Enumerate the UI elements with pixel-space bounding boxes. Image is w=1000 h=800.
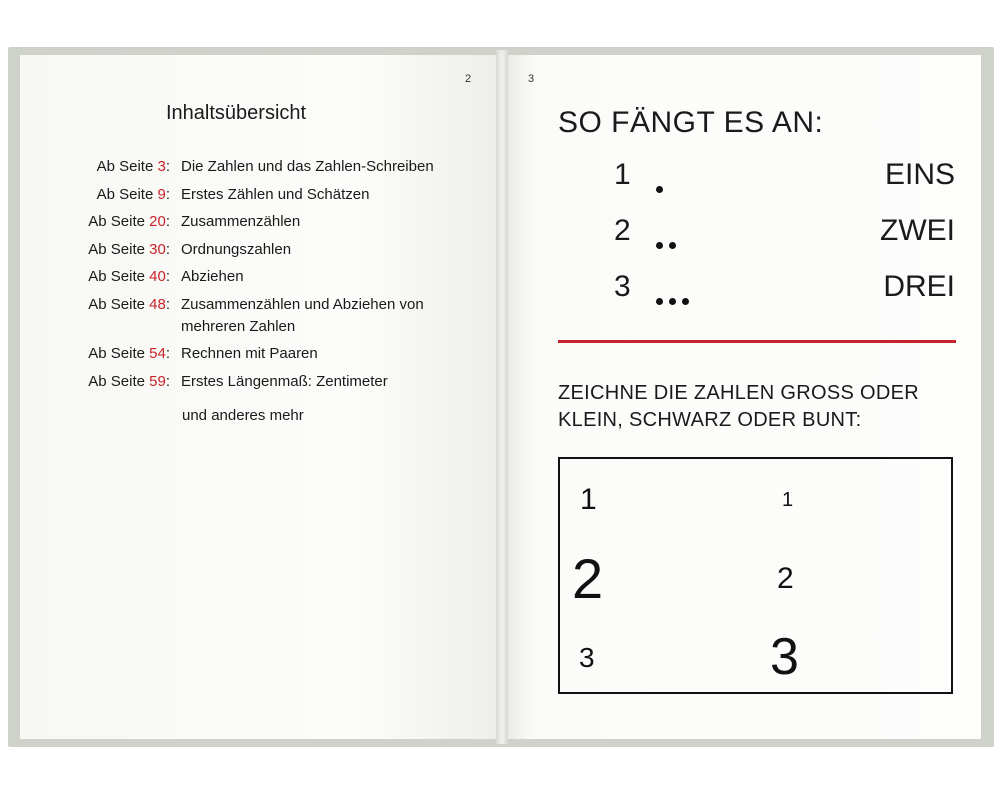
instruction-line: KLEIN, SCHWARZ ODER BUNT:	[558, 409, 862, 431]
toc-entry-colon: :	[165, 372, 170, 390]
toc-entry-prefix: Ab Seite	[88, 268, 150, 285]
toc-entry-colon: :	[165, 295, 170, 313]
toc-entry-label	[40, 294, 170, 338]
toc-entry-colon: :	[165, 158, 170, 175]
toc-entry-prefix: Ab Seite	[96, 158, 158, 175]
count-dot	[656, 298, 663, 305]
toc-entry	[40, 184, 490, 206]
toc-entry-page: 20	[149, 213, 166, 230]
toc-entry-text: Die Zahlen und das Zahlen-Schreiben	[181, 158, 434, 175]
toc-more-text: und anderes mehr	[182, 407, 304, 424]
count-word: DREI	[883, 270, 955, 303]
toc-entry-text: Zusammenzählen	[181, 213, 301, 230]
count-dot	[656, 186, 663, 193]
drawing-instruction	[558, 380, 958, 434]
toc-entry	[40, 239, 490, 261]
toc-entry-label	[40, 211, 170, 233]
page-number-left: 2	[465, 73, 472, 85]
toc-entry-colon: :	[165, 240, 170, 258]
drawing-box	[558, 457, 953, 694]
toc-entry-colon: :	[165, 185, 170, 203]
toc-entry	[40, 294, 490, 338]
toc-entry-page: 30	[149, 240, 166, 258]
toc-entry-prefix: Ab Seite	[88, 213, 150, 230]
count-row-two	[614, 214, 959, 254]
count-word: EINS	[884, 158, 955, 191]
count-word: ZWEI	[880, 214, 955, 247]
toc-list	[40, 156, 490, 398]
box-number-three-small: 3	[579, 642, 595, 673]
toc-entry-prefix: Ab Seite	[88, 240, 150, 258]
toc-entry-label	[40, 371, 170, 393]
page-heading: SO FÄNGT ES AN:	[558, 106, 824, 139]
box-number-two-small: 2	[777, 562, 794, 595]
toc-entry-page: 48	[149, 295, 166, 313]
toc-entry-text: Erstes Zählen und Schätzen	[181, 185, 370, 203]
count-dot	[669, 242, 676, 249]
book-gutter	[496, 50, 508, 744]
toc-entry	[40, 343, 490, 365]
count-dot	[656, 242, 663, 249]
box-number-one-small: 1	[782, 489, 794, 511]
toc-entry-label	[40, 184, 170, 206]
toc-entry-page: 54	[149, 345, 166, 362]
box-number-one-large: 1	[580, 483, 597, 516]
instruction-line: ZEICHNE DIE ZAHLEN GROSS ODER	[558, 382, 919, 404]
page-number-right: 3	[528, 73, 535, 85]
count-dots	[656, 180, 669, 188]
toc-entry-label	[40, 343, 170, 365]
count-dot	[669, 298, 676, 305]
count-number: 3	[614, 270, 631, 303]
toc-entry-text: Zusammenzählen und Abziehen von mehreren Zahlen	[181, 295, 424, 335]
toc-entry	[40, 371, 490, 393]
toc-entry-label	[40, 266, 170, 288]
count-dots	[656, 292, 695, 300]
toc-entry-colon: :	[165, 213, 170, 230]
toc-entry-prefix: Ab Seite	[96, 185, 158, 203]
count-dots	[656, 236, 682, 244]
toc-entry-prefix: Ab Seite	[88, 295, 150, 313]
toc-entry-page: 40	[149, 268, 166, 285]
toc-entry-label	[40, 239, 170, 261]
toc-entry-text: Erstes Längenmaß: Zentimeter	[181, 372, 388, 390]
toc-entry-label	[40, 156, 170, 178]
toc-entry-colon: :	[165, 268, 170, 285]
count-row-one	[614, 158, 959, 198]
toc-title: Inhaltsübersicht	[166, 102, 307, 124]
toc-entry	[40, 211, 490, 233]
box-number-two-large: 2	[572, 547, 604, 610]
count-number: 1	[614, 158, 631, 191]
toc-entry-page: 3	[157, 158, 166, 175]
toc-entry-prefix: Ab Seite	[88, 372, 150, 390]
toc-entry-page: 59	[149, 372, 166, 390]
toc-entry	[40, 266, 490, 288]
toc-entry-text: Rechnen mit Paaren	[181, 345, 318, 362]
toc-entry	[40, 156, 490, 178]
toc-entry-colon: :	[165, 345, 170, 362]
count-number: 2	[614, 214, 631, 247]
count-dot	[682, 298, 689, 305]
count-row-three	[614, 270, 959, 310]
toc-entry-page: 9	[157, 185, 166, 203]
box-number-three-large: 3	[770, 628, 799, 686]
toc-entry-prefix: Ab Seite	[88, 345, 150, 362]
toc-entry-text: Ordnungszahlen	[181, 240, 292, 258]
red-divider	[558, 340, 956, 343]
toc-entry-text: Abziehen	[181, 268, 244, 285]
